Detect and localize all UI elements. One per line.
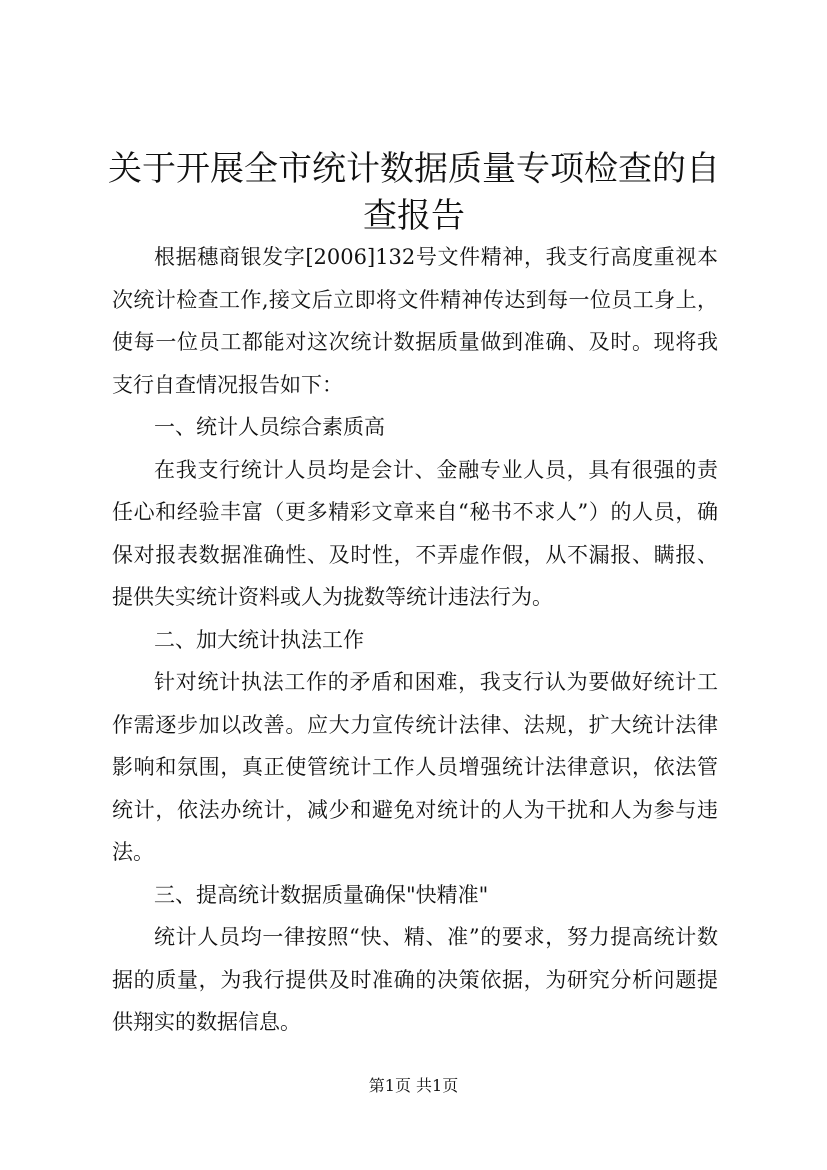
document-title: 关于开展全市统计数据质量专项检查的自查报告	[108, 149, 720, 236]
paragraph-section-3: 统计人员均一律按照“快、精、准”的要求，努力提高统计数据的质量，为我行提供及时准确的决策依据，为研究分析问题提供翔实的数据信息。	[112, 925, 718, 1034]
section-heading-1: 一、统计人员综合素质高	[154, 415, 385, 439]
paragraph-intro: 根据穗商银发字[2006]132号文件精神，我支行高度重视本次统计检查工作,接文后立即将文件精神传达到每一位员工身上，使每一位员工都能对这次统计数据质量做到准确、及时。现将我支行自查情况报告如下：	[112, 245, 718, 397]
page-footer: 第1页 共1页	[368, 1076, 459, 1095]
document-body	[112, 236, 718, 1044]
section-heading-2: 二、加大统计执法工作	[154, 627, 364, 652]
paragraph-section-2: 针对统计执法工作的矛盾和困难，我支行认为要做好统计工作需逐步加以改善。应大力宣传统计法律、法规，扩大统计法律影响和氛围，真正使管统计工作人员增强统计法律意识，依法管统计，依法办统计，减少和避免对统计的人为干扰和人为参与违法。	[112, 670, 718, 864]
section-heading-3: 三、提高统计数据质量确保"快精准"	[154, 882, 489, 907]
paragraph-section-1: 在我支行统计人员均是会计、金融专业人员，具有很强的责任心和经验丰富（更多精彩文章来自“秘书不求人”）的人员，确保对报表数据准确性、及时性，不弄虚作假，从不漏报、瞒报、提供失实统计资料或人为拢数等统计违法行为。	[112, 457, 718, 609]
